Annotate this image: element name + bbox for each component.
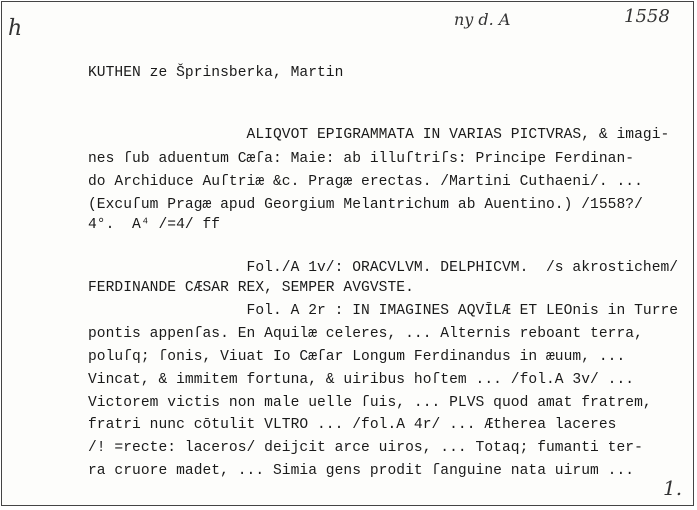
title-line: (Excuſum Pragæ apud Georgium Melantrichum ab Auentino.) /1558?/ (88, 197, 643, 213)
note-line: fratri nunc cōtulit VLTRO ... /fol.A 4r/ ... Ætherea laceres (88, 417, 617, 433)
note-line: Fol./A 1v/: ORACVLVM. DELPHICVM. /s akrostichem/ (88, 260, 679, 276)
note-line: FERDINANDE CÆSAR REX, SEMPER AVGVSTE. (88, 280, 414, 296)
note-line: poluſq; ſonis, Viuat Io Cæſar Longum Ferdinandus in æuum, ... (88, 349, 626, 365)
author-heading: KUTHEN ze Šprinsberka, Martin (88, 65, 344, 81)
catalog-card (1, 1, 694, 506)
title-line: ALIQVOT EPIGRAMMATA IN VARIAS PICTVRAS, & imagi- (88, 127, 670, 143)
collation-line: 4°. A⁴ /=4/ ff (88, 217, 221, 233)
note-line: Vincat, & immitem fortuna, & uiribus hoſtem ... /fol.A 3v/ ... (88, 372, 635, 388)
title-line: do Archiduce Auſtriæ &c. Pragæ erectas. /Martini Cuthaeni/. ... (88, 174, 643, 190)
note-line: /! =recte: laceros/ deijcit arce uiros, ... Totaq; fumanti ter- (88, 440, 643, 456)
note-line: pontis appenſas. En Aquilæ celeres, ... Alternis reboant terra, (88, 326, 643, 342)
note-line: Victorem victis non male uelle ſuis, ... PLVS quod amat fratrem, (88, 395, 652, 411)
note-line: Fol. A 2r : IN IMAGINES AQVĪLÆ ET LEOnis in Turre (88, 303, 679, 319)
handwritten-left-mark: h (8, 16, 23, 41)
title-line: nes ſub aduentum Cæſa: Maie: ab illuſtriſs: Principe Ferdinan- (88, 151, 635, 167)
handwritten-page-number: 1. (663, 476, 683, 500)
handwritten-shelf-mark: ny d. A (454, 10, 511, 29)
handwritten-year: 1558 (624, 6, 670, 27)
note-line: ra cruore madet, ... Simia gens prodit ſanguine nata uirum ... (88, 463, 635, 479)
